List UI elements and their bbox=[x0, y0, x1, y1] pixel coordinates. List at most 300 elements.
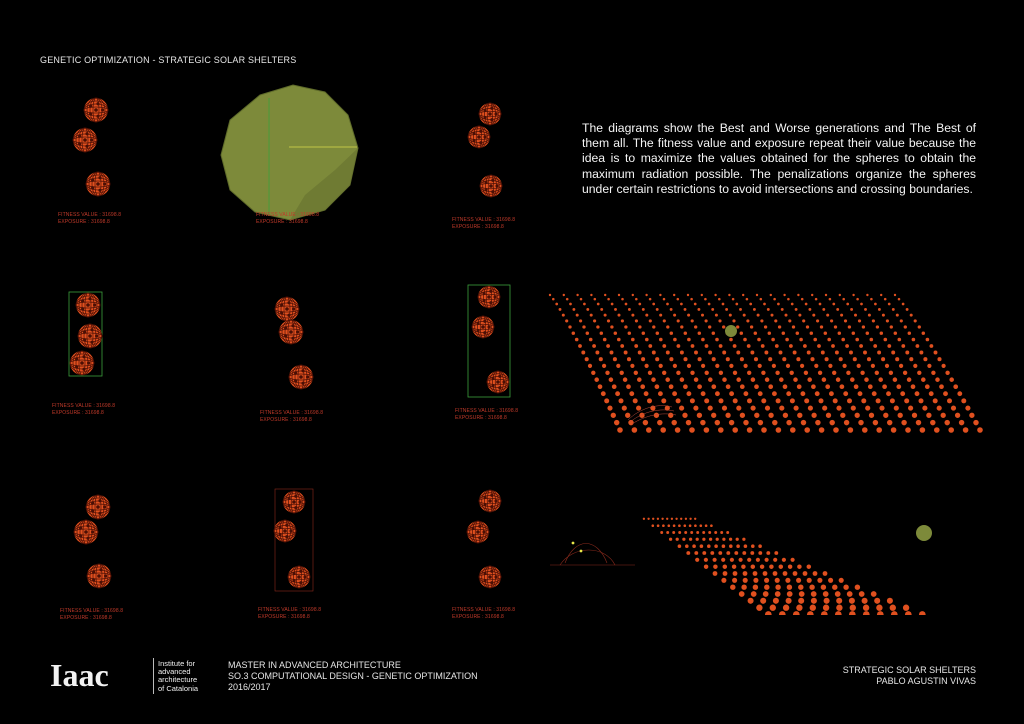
field-sphere bbox=[648, 371, 652, 375]
field-sphere bbox=[829, 391, 834, 396]
field-sphere bbox=[700, 544, 704, 548]
field-sphere bbox=[804, 398, 809, 403]
field-sphere bbox=[729, 391, 734, 396]
description-text: The diagrams show the Best and Worse generations and The Best of them all. The fitness value and exposure repeat their value because the idea is to maximize the values obtained for the spheres to obtain the maximum radiation possible. The penalizations organize the spheres under certain restrictions to avoid intersections and crossing boundaries. bbox=[582, 121, 976, 196]
page-title: GENETIC OPTIMIZATION - STRATEGIC SOLAR SHELTERS bbox=[40, 55, 297, 65]
field-sphere bbox=[591, 371, 595, 375]
field-sphere bbox=[715, 391, 720, 396]
field-sphere bbox=[642, 331, 645, 334]
sphere bbox=[74, 520, 98, 544]
field-sphere bbox=[697, 308, 700, 311]
sphere bbox=[279, 320, 303, 344]
field-sphere bbox=[728, 294, 730, 296]
field-sphere bbox=[611, 413, 616, 418]
field-sphere bbox=[684, 331, 687, 334]
sphere bbox=[478, 286, 500, 308]
field-sphere bbox=[751, 406, 756, 411]
field-sphere bbox=[912, 338, 916, 342]
field-sphere bbox=[806, 325, 809, 328]
sphere bbox=[87, 564, 111, 588]
field-sphere bbox=[810, 357, 814, 361]
field-sphere bbox=[687, 314, 690, 317]
field-sphere bbox=[811, 591, 817, 597]
field-sphere bbox=[605, 371, 609, 375]
field-sphere bbox=[614, 308, 617, 311]
field-sphere bbox=[645, 314, 648, 317]
field-sphere bbox=[725, 308, 728, 311]
field-sphere bbox=[855, 584, 860, 589]
field-sphere bbox=[652, 325, 655, 328]
field-sphere bbox=[907, 377, 912, 382]
field-sphere bbox=[815, 420, 820, 425]
field-sphere bbox=[765, 558, 769, 562]
field-sphere bbox=[871, 364, 875, 368]
field-sphere bbox=[680, 325, 683, 328]
field-sphere bbox=[718, 298, 721, 301]
field-sphere bbox=[588, 364, 592, 368]
field-sphere bbox=[665, 377, 670, 382]
field-sphere bbox=[663, 319, 666, 322]
generation-cell-5 bbox=[215, 285, 365, 435]
sphere bbox=[479, 103, 501, 125]
field-sphere bbox=[883, 338, 887, 342]
field-sphere bbox=[721, 578, 726, 583]
field-sphere bbox=[858, 319, 861, 322]
field-sphere bbox=[794, 406, 799, 411]
field-sphere bbox=[579, 319, 582, 322]
field-sphere bbox=[765, 406, 770, 411]
fitness-label: FITNESS VALUE : 31698.8 bbox=[58, 212, 122, 218]
field-sphere bbox=[770, 294, 772, 296]
exposure-label: EXPOSURE : 31698.8 bbox=[260, 417, 312, 423]
field-sphere bbox=[872, 319, 875, 322]
field-sphere bbox=[689, 518, 691, 520]
field-sphere bbox=[722, 406, 727, 411]
field-sphere bbox=[676, 371, 680, 375]
field-sphere bbox=[786, 598, 792, 604]
field-sphere bbox=[680, 518, 682, 520]
field-sphere bbox=[735, 303, 738, 306]
field-sphere bbox=[680, 377, 685, 382]
field-sphere bbox=[638, 325, 641, 328]
field-sphere bbox=[937, 406, 942, 411]
field-sphere bbox=[832, 303, 835, 306]
field-sphere bbox=[743, 364, 747, 368]
field-sphere bbox=[937, 357, 941, 361]
field-sphere bbox=[785, 338, 789, 342]
field-sphere bbox=[823, 571, 828, 576]
field-sphere bbox=[876, 605, 882, 611]
field-sphere bbox=[825, 357, 829, 361]
field-sphere bbox=[592, 344, 596, 348]
field-sphere bbox=[684, 531, 687, 534]
field-sphere bbox=[835, 611, 842, 615]
field-sphere bbox=[677, 319, 680, 322]
field-sphere bbox=[657, 518, 659, 520]
field-sphere bbox=[863, 605, 869, 611]
field-sphere bbox=[788, 564, 792, 568]
field-sphere bbox=[701, 364, 705, 368]
field-sphere bbox=[690, 398, 695, 403]
field-sphere bbox=[923, 357, 927, 361]
field-sphere bbox=[934, 427, 940, 433]
field-sphere bbox=[604, 314, 607, 317]
field-sphere bbox=[683, 524, 686, 527]
generation-cell-1 bbox=[40, 90, 190, 240]
field-sphere bbox=[760, 298, 763, 301]
field-sphere bbox=[918, 325, 921, 328]
field-sphere bbox=[852, 331, 855, 334]
field-sphere bbox=[767, 308, 770, 311]
field-sphere bbox=[761, 344, 765, 348]
field-sphere bbox=[594, 298, 597, 301]
field-sphere bbox=[552, 298, 555, 301]
field-sphere bbox=[696, 538, 699, 541]
field-sphere bbox=[823, 605, 829, 611]
field-sphere bbox=[777, 303, 780, 306]
field-sphere bbox=[813, 571, 818, 576]
field-sphere bbox=[783, 294, 785, 296]
field-sphere bbox=[689, 524, 692, 527]
field-sphere bbox=[930, 344, 934, 348]
field-sphere bbox=[734, 551, 738, 555]
field-sphere bbox=[635, 319, 638, 322]
field-sphere bbox=[915, 391, 920, 396]
field-sphere bbox=[800, 364, 804, 368]
field-sphere bbox=[715, 420, 720, 425]
field-sphere bbox=[840, 314, 843, 317]
field-sphere bbox=[714, 531, 717, 534]
field-sphere bbox=[622, 406, 627, 411]
field-sphere bbox=[810, 605, 816, 611]
field-sphere bbox=[638, 303, 641, 306]
field-sphere bbox=[769, 564, 773, 568]
field-sphere bbox=[768, 384, 773, 389]
field-sphere bbox=[673, 314, 676, 317]
field-sphere bbox=[770, 605, 776, 611]
field-sphere bbox=[858, 391, 863, 396]
field-sphere bbox=[673, 294, 675, 296]
field-sphere bbox=[616, 364, 620, 368]
field-sphere bbox=[875, 371, 879, 375]
field-sphere bbox=[782, 331, 785, 334]
field-sphere bbox=[726, 357, 730, 361]
field-sphere bbox=[719, 371, 723, 375]
field-sphere bbox=[851, 406, 856, 411]
generation-cell-2 bbox=[215, 90, 365, 240]
field-sphere bbox=[870, 298, 873, 301]
field-sphere bbox=[729, 544, 733, 548]
field-sphere bbox=[790, 371, 794, 375]
fitness-label: FITNESS VALUE : 31698.8 bbox=[452, 217, 516, 223]
field-sphere bbox=[807, 377, 812, 382]
field-sphere bbox=[651, 377, 656, 382]
field-sphere bbox=[713, 558, 717, 562]
field-sphere bbox=[840, 413, 845, 418]
large-sphere bbox=[725, 325, 737, 337]
field-sphere bbox=[601, 391, 606, 396]
field-sphere bbox=[713, 571, 718, 576]
field-sphere bbox=[694, 303, 697, 306]
field-sphere bbox=[811, 294, 813, 296]
field-sphere bbox=[746, 298, 749, 301]
field-sphere bbox=[872, 391, 877, 396]
field-sphere bbox=[826, 413, 831, 418]
field-sphere bbox=[941, 364, 945, 368]
field-sphere bbox=[704, 398, 709, 403]
field-sphere bbox=[834, 325, 837, 328]
field-sphere bbox=[729, 364, 733, 368]
field-sphere bbox=[740, 357, 744, 361]
field-sphere bbox=[583, 303, 586, 306]
field-sphere bbox=[720, 531, 723, 534]
field-sphere bbox=[828, 578, 833, 583]
field-sphere bbox=[644, 364, 648, 368]
field-sphere bbox=[800, 391, 805, 396]
field-sphere bbox=[772, 420, 777, 425]
field-sphere bbox=[833, 427, 839, 433]
field-sphere bbox=[711, 413, 716, 418]
field-sphere bbox=[883, 413, 888, 418]
field-sphere bbox=[887, 420, 892, 425]
field-sphere bbox=[764, 584, 769, 589]
field-sphere bbox=[856, 298, 859, 301]
field-sphere bbox=[791, 303, 794, 306]
field-sphere bbox=[825, 294, 827, 296]
field-sphere bbox=[747, 371, 751, 375]
field-sphere bbox=[817, 578, 822, 583]
institute-line: Institute for bbox=[158, 659, 196, 668]
field-sphere bbox=[848, 427, 854, 433]
field-sphere bbox=[783, 571, 788, 576]
field-sphere bbox=[786, 391, 791, 396]
field-sphere bbox=[905, 351, 909, 355]
field-sphere bbox=[944, 420, 949, 425]
field-sphere bbox=[821, 611, 828, 615]
exposure-label: EXPOSURE : 31698.8 bbox=[258, 614, 310, 620]
field-sphere bbox=[708, 406, 713, 411]
field-sphere bbox=[750, 351, 754, 355]
field-sphere bbox=[842, 298, 845, 301]
field-sphere bbox=[757, 338, 761, 342]
field-sphere bbox=[815, 391, 820, 396]
field-sphere bbox=[626, 384, 631, 389]
field-sphere bbox=[696, 531, 699, 534]
field-sphere bbox=[683, 357, 687, 361]
field-sphere bbox=[733, 344, 737, 348]
field-sphere bbox=[562, 314, 565, 317]
field-sphere bbox=[773, 298, 776, 301]
field-sphere bbox=[807, 611, 814, 615]
field-sphere bbox=[846, 303, 849, 306]
sphere bbox=[467, 521, 489, 543]
field-sphere bbox=[822, 308, 825, 311]
field-sphere bbox=[934, 351, 938, 355]
field-sphere bbox=[678, 524, 681, 527]
field-sphere bbox=[656, 331, 659, 334]
field-sphere bbox=[612, 384, 617, 389]
field-sphere bbox=[620, 371, 624, 375]
field-sphere bbox=[788, 319, 791, 322]
field-sphere bbox=[643, 420, 648, 425]
field-sphere bbox=[716, 538, 719, 541]
field-sphere bbox=[694, 524, 697, 527]
field-sphere bbox=[878, 377, 883, 382]
field-sphere bbox=[743, 571, 748, 576]
field-sphere bbox=[913, 364, 917, 368]
field-sphere bbox=[839, 294, 841, 296]
field-sphere bbox=[676, 538, 679, 541]
field-sphere bbox=[955, 413, 960, 418]
field-sphere bbox=[754, 331, 757, 334]
field-sphere bbox=[708, 351, 712, 355]
generation-cell-3 bbox=[430, 90, 580, 240]
field-sphere bbox=[756, 558, 760, 562]
field-sphere bbox=[736, 544, 740, 548]
field-sphere bbox=[645, 338, 649, 342]
field-sphere bbox=[831, 344, 835, 348]
field-sphere bbox=[850, 605, 856, 611]
field-sphere bbox=[726, 551, 730, 555]
field-sphere bbox=[642, 308, 645, 311]
field-sphere bbox=[707, 544, 711, 548]
field-sphere bbox=[796, 605, 802, 611]
field-sphere bbox=[786, 364, 790, 368]
sphere bbox=[480, 175, 502, 197]
field-sphere bbox=[712, 357, 716, 361]
field-sphere bbox=[761, 371, 765, 375]
field-sphere bbox=[630, 364, 634, 368]
field-sphere bbox=[661, 398, 666, 403]
institute-name bbox=[158, 660, 198, 693]
field-sphere bbox=[761, 398, 766, 403]
field-sphere bbox=[771, 338, 775, 342]
field-sphere bbox=[846, 371, 850, 375]
field-sphere bbox=[603, 338, 607, 342]
field-sphere bbox=[799, 338, 803, 342]
field-sphere bbox=[722, 377, 727, 382]
field-sphere bbox=[676, 398, 681, 403]
field-sphere bbox=[689, 538, 692, 541]
field-sphere bbox=[575, 338, 579, 342]
field-sphere bbox=[774, 319, 777, 322]
field-sphere bbox=[719, 398, 724, 403]
field-sphere bbox=[657, 420, 662, 425]
field-sphere bbox=[866, 294, 868, 296]
field-sphere bbox=[933, 398, 938, 403]
field-sphere bbox=[714, 294, 716, 296]
sphere bbox=[76, 293, 100, 317]
field-sphere bbox=[689, 427, 695, 433]
field-sphere bbox=[792, 325, 795, 328]
field-sphere bbox=[891, 611, 898, 615]
field-sphere bbox=[773, 598, 779, 604]
field-sphere bbox=[783, 384, 788, 389]
field-sphere bbox=[900, 319, 903, 322]
field-sphere bbox=[708, 377, 713, 382]
field-sphere bbox=[640, 384, 645, 389]
exposure-label: EXPOSURE : 31698.8 bbox=[58, 219, 110, 225]
field-sphere bbox=[708, 531, 711, 534]
sphere-field-perspective-2 bbox=[545, 485, 975, 615]
field-sphere bbox=[736, 538, 739, 541]
field-sphere bbox=[763, 303, 766, 306]
field-sphere bbox=[873, 420, 878, 425]
field-sphere bbox=[803, 344, 807, 348]
sphere bbox=[73, 128, 97, 152]
field-sphere bbox=[951, 406, 956, 411]
field-sphere bbox=[901, 344, 905, 348]
field-sphere bbox=[897, 338, 901, 342]
field-sphere bbox=[822, 406, 827, 411]
field-sphere bbox=[818, 371, 822, 375]
field-sphere bbox=[786, 420, 791, 425]
field-sphere bbox=[682, 538, 685, 541]
field-sphere bbox=[627, 357, 631, 361]
field-sphere bbox=[914, 319, 917, 322]
field-sphere bbox=[754, 413, 759, 418]
field-sphere bbox=[876, 427, 882, 433]
field-sphere bbox=[701, 391, 706, 396]
field-sphere bbox=[776, 427, 782, 433]
field-sphere bbox=[891, 427, 897, 433]
field-sphere bbox=[597, 303, 600, 306]
field-sphere bbox=[549, 294, 551, 296]
field-sphere bbox=[658, 391, 663, 396]
field-sphere bbox=[743, 338, 747, 342]
field-sphere bbox=[723, 571, 728, 576]
field-sphere bbox=[690, 531, 693, 534]
field-sphere bbox=[726, 531, 729, 534]
field-sphere bbox=[680, 351, 684, 355]
field-sphere bbox=[569, 303, 572, 306]
field-sphere bbox=[773, 571, 778, 576]
field-sphere bbox=[687, 338, 691, 342]
field-sphere bbox=[662, 371, 666, 375]
field-sphere bbox=[881, 357, 885, 361]
field-sphere bbox=[607, 406, 612, 411]
field-sphere bbox=[866, 331, 869, 334]
field-sphere bbox=[628, 331, 631, 334]
field-sphere bbox=[631, 338, 635, 342]
field-sphere bbox=[797, 413, 802, 418]
field-sphere bbox=[618, 314, 621, 317]
exposure-label: EXPOSURE : 31698.8 bbox=[455, 415, 507, 421]
field-sphere bbox=[596, 325, 599, 328]
field-sphere bbox=[704, 564, 708, 568]
field-sphere bbox=[805, 303, 808, 306]
logo-divider bbox=[153, 658, 154, 694]
field-sphere bbox=[793, 351, 797, 355]
field-sphere bbox=[919, 351, 923, 355]
field-sphere bbox=[686, 420, 691, 425]
field-sphere bbox=[760, 319, 763, 322]
field-sphere bbox=[908, 331, 911, 334]
field-sphere bbox=[624, 351, 628, 355]
field-sphere bbox=[887, 344, 891, 348]
field-sphere bbox=[801, 298, 804, 301]
field-sphere bbox=[796, 357, 800, 361]
generation-cell-7 bbox=[40, 485, 190, 635]
field-sphere bbox=[687, 294, 689, 296]
field-sphere bbox=[718, 551, 722, 555]
iaac-logo bbox=[50, 656, 150, 692]
field-sphere bbox=[797, 564, 801, 568]
course-line: SO.3 COMPUTATIONAL DESIGN - GENETIC OPTIMIZATION bbox=[228, 671, 478, 681]
field-sphere bbox=[905, 611, 912, 615]
field-sphere bbox=[787, 591, 793, 597]
field-sphere bbox=[671, 518, 673, 520]
